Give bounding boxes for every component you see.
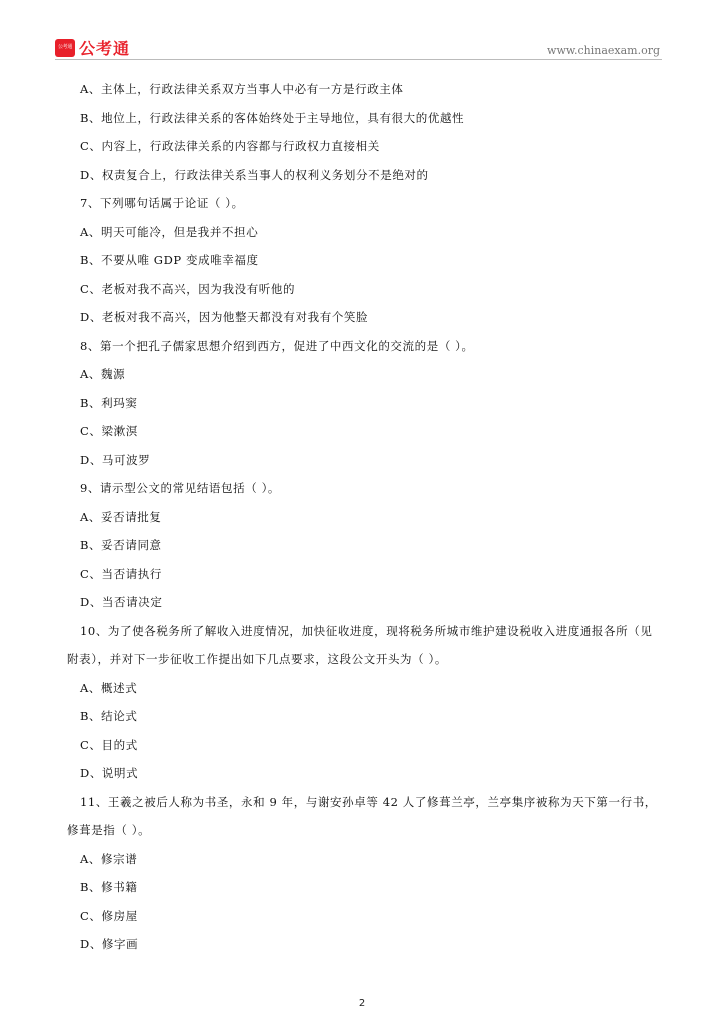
option-line: A、明天可能冷，但是我并不担心 — [80, 224, 259, 239]
question-line: 11、王羲之被后人称为书圣，永和 9 年，与谢安孙卓等 42 人了修葺兰亭，兰亭集序被称为天下第一行书， — [80, 794, 657, 809]
question-line-continued: 附表），并对下一步征收工作提出如下几点要求，这段公文开头为（ ）。 — [67, 652, 447, 666]
page-header — [0, 0, 724, 64]
logo-text: 公考通 — [79, 39, 131, 58]
question-line: 10、为了使各税务所了解收入进度情况，加快征收进度，现将税务所城市维护建设税收入进度通报各所（见 — [80, 623, 653, 638]
option-line: A、概述式 — [80, 680, 138, 695]
logo-badge-icon: 公考通 — [55, 39, 75, 57]
option-line: D、老板对我不高兴，因为他整天都没有对我有个笑脸 — [80, 310, 369, 324]
option-line: D、说明式 — [80, 766, 139, 780]
document-body — [67, 79, 670, 963]
header-divider — [55, 59, 662, 60]
option-line: A、修宗谱 — [80, 851, 138, 866]
option-line: B、结论式 — [80, 709, 138, 723]
option-line: D、马可波罗 — [80, 452, 151, 467]
option-line: B、地位上，行政法律关系的客体始终处于主导地位，具有很大的优越性 — [80, 110, 465, 125]
option-line: C、目的式 — [80, 737, 138, 752]
option-line: D、权责复合上，行政法律关系当事人的权利义务划分不是绝对的 — [80, 167, 429, 182]
question-line: 7、下列哪句话属于论证（ ）。 — [80, 196, 244, 210]
site-url-link[interactable]: www.chinaexam.org — [547, 44, 660, 57]
option-line: C、内容上，行政法律关系的内容都与行政权力直接相关 — [80, 139, 380, 153]
option-line: A、魏源 — [80, 367, 126, 381]
question-line: 9、请示型公文的常见结语包括（ ）。 — [80, 481, 281, 495]
option-line: C、当否请执行 — [80, 566, 162, 581]
option-line: C、修房屋 — [80, 908, 138, 923]
question-line-continued: 修葺是指（ ）。 — [67, 823, 151, 837]
option-line: D、修字画 — [80, 937, 139, 951]
option-line: C、梁漱溟 — [80, 424, 138, 438]
page-number: 2 — [358, 998, 366, 1009]
option-line: C、老板对我不高兴，因为我没有听他的 — [80, 281, 296, 296]
option-line: B、修书籍 — [80, 880, 138, 894]
option-line: D、当否请决定 — [80, 595, 163, 609]
question-line: 8、第一个把孔子儒家思想介绍到西方，促进了中西文化的交流的是（ ）。 — [80, 338, 474, 353]
option-line: A、妥否请批复 — [80, 509, 162, 524]
option-line: B、利玛窦 — [80, 395, 138, 410]
brand-logo[interactable] — [55, 36, 130, 59]
option-line: B、妥否请同意 — [80, 538, 162, 552]
option-line: A、主体上，行政法律关系双方当事人中必有一方是行政主体 — [80, 82, 404, 96]
option-line: B、不要从唯 GDP 变成唯幸福度 — [80, 253, 259, 267]
